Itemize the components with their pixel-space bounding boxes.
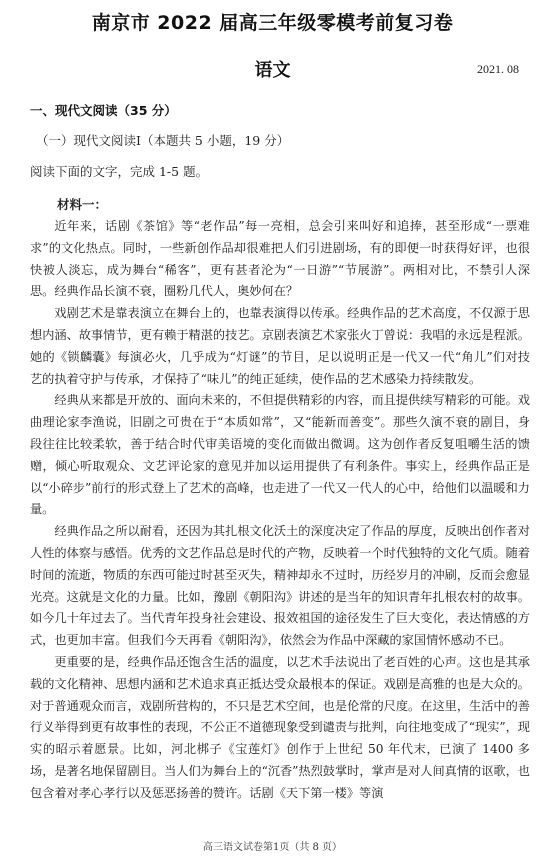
- material-label: 材料一：: [57, 197, 108, 212]
- passage-paragraph: 近年来，话剧《茶馆》等“老作品”每一亮相，总会引来叫好和追捧，甚至形成“一票难求”的文化热点。同时，一些新创作品却很难把人们引进剧场，有的即便一时获得好评，也很快被人淡忘，成为舞台“稀客”，更有甚者沦为“一日游”“节展游”。两相对比，不禁引人深思。经典作品长演不衰，圈粉几代人，奥妙何在？: [30, 219, 530, 299]
- subject-title: 语文: [254, 60, 291, 81]
- passage-paragraph: 经典作品之所以耐看，还因为其扎根文化沃土的深度决定了作品的厚度，反映出创作者对人性的体察与感悟。优秀的文艺作品总是时代的产物，反映着一个时代独特的文化气质。随着时间的流逝，物质的东西可能过时甚至灭失，精神却永不过时，历经岁月的冲刷，反而会愈显光亮。这就是文化的力量。比如，豫剧《朝阳沟》讲述的是当年的知识青年扎根农村的故事。如今几十年过去了。当代青年投身社会建设、报效祖国的途径发生了巨大变化，表达情感的方式，也更加丰富。但我们今天再看《朝阳沟》，依然会为作品中深藏的家国情怀感动不已。: [30, 524, 530, 648]
- passage-paragraph: 经典从来都是开放的、面向未来的，不但提供精彩的内容，而且提供续写精彩的可能。戏曲理论家李渔说，旧剧之可贵在于“本质如常”，又“能新而善变”。那些久演不衰的剧目，身段往往比较柔软，善于结合时代审美语境的变化而做出微调。这为创作者反复咀嚼生活的馈赠，倾心听取观众、文艺评论家的意见并加以运用提供了有利条件。事实上，经典作品正是以“小碎步”前行的形式登上了艺术的高峰，也走进了一代又一代人的心中，给他们以温暖和力量。: [30, 393, 530, 517]
- reading-instruction: 阅读下面的文字，完成 1-5 题。: [30, 164, 209, 179]
- subsection-heading: （一）现代文阅读Ⅰ（本题共 5 小题，19 分）: [36, 133, 290, 148]
- section-heading: 一、现代文阅读（35 分）: [30, 103, 177, 118]
- passage-paragraph: 更重要的是，经典作品还饱含生活的温度，以艺术手法说出了老百姓的心声。这也是其承载的文化精神、思想内涵和艺术追求真正抵达受众最根本的保证。戏剧是高雅的也是大众的。对于普通观众而言，戏剧所营构的，不只是艺术空间，也是伦常的尺度。在这里，生活中的善行义举得到更有故事性的表现，不公正不道德现象受到谴责与批判，向往地变成了“现实”，现实的昭示着愿景。比如，河北梆子《宝莲灯》创作于上世纪 50 年代末，已演了 1400 多场，是著名地保留剧目。当人们为舞台上的“沉香”热烈鼓掌时，掌声是对人间真情的讴歌，也包含着对孝心孝行以及惩恶扬善的赞许。话剧《天下第一楼》等演: [30, 654, 530, 800]
- reading-passage: [30, 216, 530, 805]
- exam-title: 南京市 2022 届高三年级零模考前复习卷: [91, 12, 454, 34]
- page-footer: 高三语文试卷第1页（共 8 页）: [202, 842, 343, 853]
- passage-paragraph: 戏剧艺术是靠表演立在舞台上的，也靠表演得以传承。经典作品的艺术高度，不仅源于思想内涵、故事情节，更有赖于精湛的技艺。京剧表演艺术家张火丁曾说：我唱的永远是程派。她的《锁麟囊》每演必火，几乎成为“灯谜”的节目，足以说明正是一代又一代“角儿”们对技艺的执着守护与传承，才保持了“味儿”的纯正延续，使作品的艺术感染力持续散发。: [30, 306, 530, 386]
- exam-date: 2021. 08: [477, 62, 519, 76]
